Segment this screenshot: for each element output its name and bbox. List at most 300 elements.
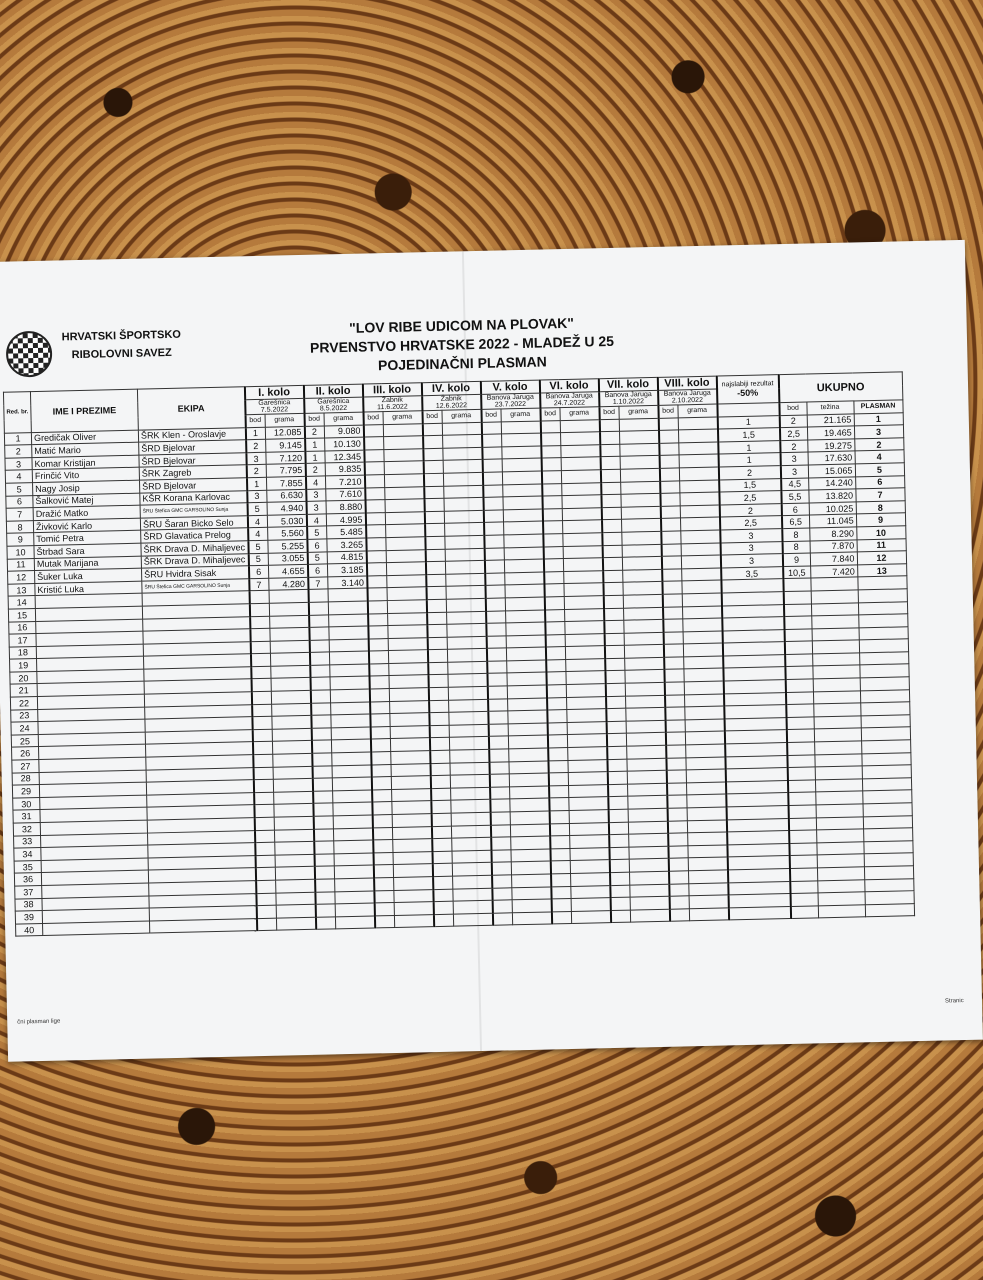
cell-round-points: 3 xyxy=(306,501,326,514)
cell-round-points xyxy=(544,571,564,584)
cell-round-grams xyxy=(269,590,309,603)
cell-round-points xyxy=(544,596,564,609)
cell-round-grams xyxy=(569,822,609,835)
cell-round-points xyxy=(490,824,510,837)
cell-round-points xyxy=(543,521,563,534)
cell-round-points xyxy=(610,897,630,910)
cell-round-grams xyxy=(334,878,374,891)
cell-round-grams xyxy=(273,791,313,804)
cell-round-grams: 12.085 xyxy=(265,426,305,439)
cell-round-grams xyxy=(389,713,429,726)
cell-round-grams xyxy=(504,572,544,585)
cell-placement xyxy=(861,727,910,741)
cell-total-points xyxy=(789,855,817,868)
unit-grama: grama xyxy=(442,409,482,422)
cell-name: Kristić Luka xyxy=(35,581,142,596)
cell-round-grams xyxy=(509,786,549,799)
col-ekipa: EKIPA xyxy=(137,387,245,430)
cell-round-points xyxy=(605,683,625,696)
cell-round-points xyxy=(661,543,681,556)
cell-round-grams xyxy=(269,615,309,628)
cell-rank-number: 4 xyxy=(5,470,32,483)
cell-total-weight: 19.465 xyxy=(807,426,854,440)
cell-total-weight xyxy=(812,640,859,654)
title-line1: "LOV RIBE UDICOM NA PLOVAK" xyxy=(348,314,575,336)
cell-round-grams xyxy=(626,733,666,746)
cell-placement xyxy=(860,702,909,716)
cell-round-points xyxy=(661,518,681,531)
cell-placement: 8 xyxy=(856,501,905,515)
cell-round-points: 4 xyxy=(305,476,325,489)
cell-round-grams: 7.120 xyxy=(265,451,305,464)
cell-rank-number: 11 xyxy=(7,558,34,571)
cell-round-grams xyxy=(329,664,369,677)
cell-round-grams xyxy=(275,854,315,867)
cell-placement xyxy=(858,614,907,628)
cell-round-grams xyxy=(275,867,315,880)
cell-round-points xyxy=(431,788,451,801)
cell-round-grams xyxy=(621,519,661,532)
cell-worst-result: 1 xyxy=(718,440,780,454)
cell-round-points xyxy=(312,766,332,779)
cell-round-grams xyxy=(511,886,551,899)
cell-round-points xyxy=(373,865,393,878)
cell-rank-number: 2 xyxy=(5,445,32,458)
cell-round-points xyxy=(432,851,452,864)
cell-placement xyxy=(860,677,909,691)
cell-total-weight xyxy=(812,653,859,667)
cell-round-grams xyxy=(271,716,311,729)
cell-round-points xyxy=(253,742,273,755)
cell-round-grams xyxy=(625,708,665,721)
cell-round-grams xyxy=(619,418,659,431)
cell-round-grams xyxy=(274,829,314,842)
cell-round-grams xyxy=(563,545,603,558)
cell-round-points: 7 xyxy=(308,577,328,590)
cell-round-points xyxy=(311,728,331,741)
cell-round-grams xyxy=(501,433,541,446)
cell-team xyxy=(150,918,257,933)
cell-round-grams xyxy=(330,676,370,689)
round-place: Žabnik xyxy=(440,395,462,403)
org-line1: HRVATSKI ŠPORTSKO xyxy=(61,328,182,344)
cell-placement xyxy=(859,664,908,678)
cell-round-points xyxy=(431,801,451,814)
cell-round-points xyxy=(602,532,622,545)
cell-placement: 9 xyxy=(856,513,905,527)
cell-round-grams xyxy=(504,559,544,572)
cell-round-grams xyxy=(680,505,720,518)
cell-round-grams xyxy=(334,865,374,878)
cell-round-grams xyxy=(622,569,662,582)
cell-total-points xyxy=(788,792,816,805)
cell-round-grams: 4.995 xyxy=(326,513,366,526)
cell-round-points xyxy=(490,799,510,812)
cell-total-weight xyxy=(818,905,865,919)
cell-round-points xyxy=(309,652,329,665)
cell-round-grams xyxy=(446,623,486,636)
cell-round-points xyxy=(255,868,275,881)
cell-round-grams xyxy=(389,675,429,688)
cell-rank-number: 21 xyxy=(10,684,37,697)
cell-total-weight xyxy=(812,665,859,679)
cell-round-grams: 3.140 xyxy=(327,576,367,589)
cell-round-grams xyxy=(681,568,721,581)
cell-round-points xyxy=(490,787,510,800)
cell-round-grams xyxy=(506,660,546,673)
unit-grama: grama xyxy=(618,405,658,418)
cell-round-points xyxy=(601,494,621,507)
cell-round-grams xyxy=(620,494,660,507)
cell-round-points xyxy=(669,909,689,922)
cell-round-grams xyxy=(269,627,309,640)
round-venue xyxy=(481,393,540,409)
cell-round-points xyxy=(423,435,443,448)
cell-round-grams xyxy=(332,765,372,778)
cell-round-grams xyxy=(384,474,424,487)
cell-round-points xyxy=(313,828,333,841)
cell-round-points xyxy=(484,560,504,573)
cell-round-grams xyxy=(386,549,426,562)
cell-round-points xyxy=(312,778,332,791)
cell-worst-result: 2,5 xyxy=(720,516,782,530)
cell-round-grams xyxy=(451,825,491,838)
cell-total-points: 8 xyxy=(782,541,810,554)
cell-round-points xyxy=(549,823,569,836)
cell-round-points xyxy=(665,707,685,720)
cell-round-points xyxy=(257,918,277,931)
cell-round-points xyxy=(425,549,445,562)
cell-total-points: 3 xyxy=(780,452,808,465)
cell-round-points: 2 xyxy=(305,463,325,476)
cell-round-points: 1 xyxy=(245,427,265,440)
cell-total-weight xyxy=(811,615,858,629)
cell-placement xyxy=(858,589,907,603)
cell-round-grams xyxy=(678,417,718,430)
cell-total-points xyxy=(784,641,812,654)
cell-round-grams xyxy=(505,622,545,635)
cell-round-grams xyxy=(391,801,431,814)
cell-round-grams xyxy=(682,605,722,618)
cell-total-points: 2 xyxy=(779,415,807,428)
cell-round-points xyxy=(550,848,570,861)
cell-team: ŠRD Bjelovar xyxy=(139,453,246,468)
cell-round-grams xyxy=(330,702,370,715)
cell-round-points xyxy=(424,486,444,499)
cell-round-grams xyxy=(678,442,718,455)
unit-plasman: PLASMAN xyxy=(853,400,902,414)
cell-round-grams xyxy=(512,912,552,925)
cell-round-grams xyxy=(276,904,316,917)
cell-round-grams xyxy=(510,811,550,824)
cell-round-points xyxy=(374,915,394,928)
cell-round-grams xyxy=(335,916,375,929)
cell-placement xyxy=(859,639,908,653)
cell-round-points xyxy=(549,785,569,798)
cell-round-points xyxy=(659,455,679,468)
cell-placement: 13 xyxy=(857,564,906,578)
cell-total-weight xyxy=(813,703,860,717)
round-title: II. kolo xyxy=(303,384,362,398)
cell-round-grams xyxy=(562,533,602,546)
standings-table xyxy=(3,371,915,937)
cell-round-grams xyxy=(453,913,493,926)
cell-round-grams xyxy=(502,471,542,484)
org-line2: RIBOLOVNI SAVEZ xyxy=(71,346,172,362)
cell-round-grams xyxy=(451,812,491,825)
cell-round-grams xyxy=(623,594,663,607)
cell-round-grams xyxy=(331,727,371,740)
cell-round-points xyxy=(543,534,563,547)
cell-round-points xyxy=(372,827,392,840)
cell-round-grams xyxy=(383,449,423,462)
cell-total-points: 10,5 xyxy=(783,566,811,579)
cell-round-points xyxy=(483,510,503,523)
cell-round-points xyxy=(315,904,335,917)
cell-round-points xyxy=(608,784,628,797)
cell-round-grams xyxy=(503,534,543,547)
cell-round-points xyxy=(252,716,272,729)
cell-round-points xyxy=(371,777,391,790)
cell-round-points xyxy=(253,767,273,780)
cell-round-grams xyxy=(688,882,728,895)
cell-total-weight xyxy=(817,879,864,893)
cell-total-points: 5,5 xyxy=(781,490,809,503)
cell-round-points xyxy=(251,666,271,679)
cell-round-points xyxy=(668,858,688,871)
cell-round-grams xyxy=(273,766,313,779)
cell-round-points xyxy=(607,771,627,784)
cell-round-points xyxy=(546,672,566,685)
cell-round-grams xyxy=(390,751,430,764)
round-date: 2.10.2022 xyxy=(671,396,704,405)
cell-round-points xyxy=(372,815,392,828)
unit-bod: bod xyxy=(245,414,265,427)
cell-round-points xyxy=(660,506,680,519)
cell-total-weight xyxy=(816,829,863,843)
cell-round-points xyxy=(604,633,624,646)
cell-rank-number: 27 xyxy=(12,760,39,773)
round-venue xyxy=(658,389,717,405)
cell-round-points xyxy=(551,911,571,924)
results-sheet xyxy=(0,240,983,1062)
cell-name: Tomić Petra xyxy=(34,530,141,545)
cell-round-grams xyxy=(503,496,543,509)
cell-round-grams xyxy=(274,816,314,829)
cell-round-points xyxy=(660,480,680,493)
cell-total-weight xyxy=(818,892,865,906)
cell-total-points xyxy=(783,591,811,604)
cell-round-points xyxy=(547,697,567,710)
cell-round-points: 1 xyxy=(305,438,325,451)
cell-round-grams xyxy=(625,682,665,695)
cell-round-points xyxy=(488,711,508,724)
cell-total-points xyxy=(788,818,816,831)
cell-round-points xyxy=(489,774,509,787)
cell-round-grams xyxy=(270,665,310,678)
cell-round-grams xyxy=(443,485,483,498)
cell-round-points xyxy=(432,838,452,851)
cell-rank-number: 19 xyxy=(10,659,37,672)
cell-round-points: 3 xyxy=(306,489,326,502)
cell-total-weight xyxy=(816,842,863,856)
cell-total-weight xyxy=(813,691,860,705)
cell-round-points xyxy=(251,691,271,704)
cell-round-grams xyxy=(271,690,311,703)
cell-round-grams xyxy=(506,647,546,660)
cell-round-grams xyxy=(385,524,425,537)
cell-total-points xyxy=(790,868,818,881)
cell-round-points xyxy=(540,420,560,433)
cell-round-grams xyxy=(452,850,492,863)
cell-round-grams xyxy=(571,910,611,923)
unit-bod: bod xyxy=(599,406,619,419)
cell-round-grams xyxy=(560,444,600,457)
cell-round-grams: 7.855 xyxy=(266,476,306,489)
cell-rank-number: 23 xyxy=(11,709,38,722)
cell-rank-number: 31 xyxy=(13,810,40,823)
cell-round-points xyxy=(254,805,274,818)
cell-placement xyxy=(865,891,914,905)
cell-round-grams xyxy=(447,636,487,649)
cell-rank-number: 16 xyxy=(9,621,36,634)
cell-round-points xyxy=(373,852,393,865)
round-place: Garešnica xyxy=(258,399,291,407)
cell-round-points xyxy=(482,447,502,460)
cell-round-grams xyxy=(328,588,368,601)
cell-placement xyxy=(863,841,912,855)
cell-round-grams xyxy=(507,672,547,685)
cell-round-points xyxy=(605,658,625,671)
cell-round-grams xyxy=(512,899,552,912)
cell-round-points xyxy=(250,641,270,654)
cell-round-grams: 7.210 xyxy=(325,475,365,488)
round-place: Banova Jaruga xyxy=(545,392,593,401)
cell-round-grams xyxy=(394,902,434,915)
cell-round-grams xyxy=(271,678,311,691)
cell-round-grams xyxy=(331,739,371,752)
cell-round-points xyxy=(424,498,444,511)
cell-rank-number: 8 xyxy=(6,520,33,533)
cell-round-grams xyxy=(333,815,373,828)
cell-team: ŠRK Zagreb xyxy=(139,465,246,480)
cell-round-points xyxy=(550,836,570,849)
cell-round-grams xyxy=(448,674,488,687)
cell-rank-number: 38 xyxy=(15,898,42,911)
cell-round-grams xyxy=(502,484,542,497)
cell-placement: 10 xyxy=(856,526,905,540)
cell-round-points xyxy=(426,587,446,600)
unit-bod: bod xyxy=(658,405,678,418)
cell-round-grams xyxy=(387,600,427,613)
cell-round-grams xyxy=(452,888,492,901)
cell-round-points xyxy=(661,531,681,544)
cell-round-points xyxy=(255,842,275,855)
cell-round-points xyxy=(433,901,453,914)
cell-round-points xyxy=(484,535,504,548)
cell-total-points xyxy=(786,729,814,742)
round-place: Žabnik xyxy=(381,396,403,405)
cell-round-points xyxy=(367,600,387,613)
cell-name: Šalković Matej xyxy=(33,493,140,508)
cell-round-points xyxy=(492,913,512,926)
cell-round-grams xyxy=(445,548,485,561)
cell-total-weight xyxy=(813,678,860,692)
cell-total-weight: 15.065 xyxy=(808,464,855,478)
cell-round-points xyxy=(541,445,561,458)
cell-round-points xyxy=(491,837,511,850)
cell-round-grams: 12.345 xyxy=(324,450,364,463)
cell-placement: 2 xyxy=(854,438,903,452)
cell-placement xyxy=(858,601,907,615)
cell-placement xyxy=(864,878,913,892)
cell-round-grams xyxy=(388,637,428,650)
cell-round-grams xyxy=(621,506,661,519)
cell-round-points xyxy=(485,573,505,586)
cell-round-points xyxy=(363,424,383,437)
cell-round-grams xyxy=(568,772,608,785)
cell-round-grams: 5.560 xyxy=(267,527,307,540)
cell-round-points xyxy=(484,522,504,535)
cell-rank-number: 25 xyxy=(11,734,38,747)
cell-round-grams xyxy=(449,724,489,737)
cell-total-points xyxy=(784,616,812,629)
cell-round-points xyxy=(314,841,334,854)
cell-round-points xyxy=(256,880,276,893)
cell-round-grams xyxy=(626,758,666,771)
cell-round-grams: 4.280 xyxy=(268,577,308,590)
cell-round-points xyxy=(545,609,565,622)
cell-round-grams xyxy=(387,625,427,638)
cell-round-points xyxy=(668,846,688,859)
cell-round-grams xyxy=(450,787,490,800)
cell-round-points xyxy=(487,673,507,686)
cell-round-points xyxy=(367,575,387,588)
cell-total-points xyxy=(785,654,813,667)
cell-round-grams xyxy=(562,520,602,533)
cell-round-grams xyxy=(508,748,548,761)
cell-round-points xyxy=(367,588,387,601)
cell-name: Komar Kristijan xyxy=(32,455,139,470)
cell-round-points xyxy=(311,740,331,753)
cell-round-points xyxy=(542,483,562,496)
cell-round-grams xyxy=(269,602,309,615)
cell-round-points xyxy=(659,430,679,443)
cell-round-grams xyxy=(566,684,606,697)
cell-round-points xyxy=(369,676,389,689)
cell-rank-number: 18 xyxy=(9,646,36,659)
cell-round-points xyxy=(371,752,391,765)
cell-round-points xyxy=(488,699,508,712)
cell-round-grams xyxy=(270,653,310,666)
cell-round-points xyxy=(429,725,449,738)
cell-rank-number: 35 xyxy=(14,860,41,873)
cell-round-grams xyxy=(273,804,313,817)
cell-round-grams xyxy=(442,447,482,460)
cell-round-points xyxy=(255,830,275,843)
cell-round-points xyxy=(669,883,689,896)
cell-round-grams xyxy=(689,895,729,908)
title-line3: POJEDINAČNI PLASMAN xyxy=(377,353,547,374)
cell-round-points xyxy=(312,753,332,766)
cell-round-grams xyxy=(570,885,610,898)
cell-round-points xyxy=(482,434,502,447)
cell-round-grams xyxy=(332,802,372,815)
cell-round-points xyxy=(430,775,450,788)
cell-round-points xyxy=(608,797,628,810)
cell-placement xyxy=(862,790,911,804)
cell-total-weight xyxy=(810,577,857,591)
